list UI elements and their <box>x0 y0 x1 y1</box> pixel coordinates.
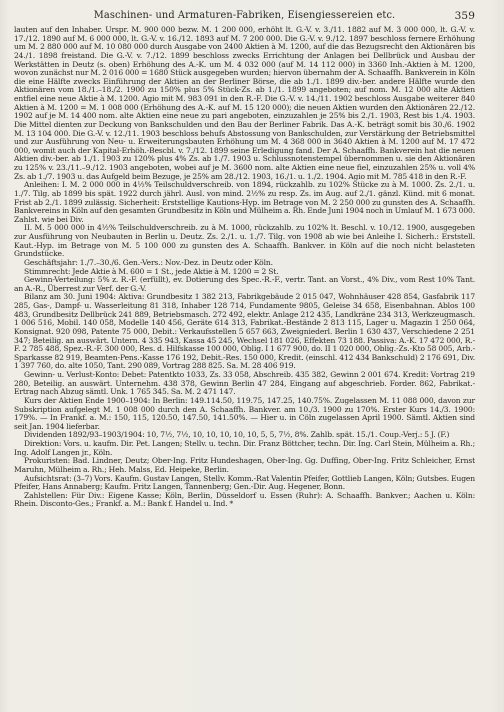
paragraph-kurs-der-aktien: Kurs der Aktien Ende 1900–1904: In Berlin: 149.114.50, 119.75, 147.25, 140.75%. Zugelassen M. 11 088 000, davon zur Subskription aufgelegt M. 1 008 000 durch den A. Schaaffh. Bankver. am 10./3. 1900 zu 170%. Erster Kurs 14./3. 1900: 179%. — In Frankf. a. M.: 150, 115, 120.50, 147.50, 141.50%. — Hier u. in Cöln zugelassen April 1900. Sämtl. Aktien sind seit Jan. 1904 lieferbar. <box>14 395 475 431</box>
paragraph-bilanz: Bilanz am 30. Juni 1904: Aktiva: Grundbesitz 1 382 213, Fabrikgebäude 2 015 047, Wohnhäuser 428 854, Gasfabrik 117 285, Gas-, Dampf- u. Wasserleitung 81 318, Inhaber 128 714, Fundamente 9805, Geleise 34 658, Eisenbahnan. Ablos 100 483, Grundbesitz Dellbrück 241 889, Betriebsmasch. 272 492, elektr. Anlage 212 435, Landkräne 234 313, Werkzeugmasch. 1 006 516, Mobil. 140 058, Modelle 140 456, Geräte 614 313, Fabrikat.-Bestände 2 813 115, Lager u. Magazin 1 250 064, Konsignat. 920 098, Patente 75 000, Debit.: Verkaufsstellen 5 657 663, Zweigniederl. Berlin 1 630 437, Verschiedene 2 251 347; Beteilig. an auswärt. Untern. 4 335 943, Kassa 45 245, Wechsel 181 026, Effekten 73 188. Passiva: A.-K. 17 472 000, R.-F. 2 785 488, Spez.-R.-F. 300 000, Res. d. Hilfskasse 100 000, Oblig. I 1 677 900, do. II 1 020 000, Oblig.-Zs.-Kto 58 005, Arb.-Sparkasse 82 919, Beamten-Pens.-Kasse 176 192, Debit.-Res. 150 000, Kredit. (einschl. 412 434 Bankschuld) 2 176 691, Div. 1 397 760, do. alte 1050, Tant. 290 089, Vortrag 288 825. Sa. M. 28 406 919. <box>14 292 475 371</box>
running-title: Maschinen- und Armaturen-Fabriken, Eisengiessereien etc. <box>93 10 396 21</box>
body-text <box>14 26 475 509</box>
paragraph-capital-history: lauten auf den Inhaber. Urspr. M. 900 000 bezw. M. 1 200 000, erhöht lt. G.-V. v. 3./11. 1882 auf M. 3 000 000, lt. G.-V. v. 17./12. 1890 auf M. 6 000 000, lt. G.-V. v. 16./12. 1893 auf M. 7 200 000. Die G.-V. v. 9./12. 1897 beschloss fernere Erhöhung um M. 2 880 000 auf M. 10 080 000 durch Ausgabe von 2400 Aktien à M. 1200, auf die das Bezugsrecht den Aktionären bis 24./1. 1898 freistand. Die G.-V. v. 7./12. 1899 beschloss zwecks Errichtung der Anlagen bei Dellbrück und Ausbau der Werkstätten in Deutz (s. oben) Erhöhung des A.-K. um M. 4 032 000 (auf M. 14 112 000) in 3360 Inh.-Aktien à M. 1200, wovon zunächst nur M. 2 016 000 = 1680 Stück ausgegeben wurden; hiervon übernahm der A. Schaaffh. Bankverein in Köln die eine Hälfte zwecks Einführung der Aktien an der Berliner Börse, die ab 1./1. 1899 div.-ber. andere Hälfte wurde den Aktionären vom 18./1.–18./2. 1900 zu 150% plus 5% Stück-Zs. ab 1./1. 1899 angeboten; auf nom. M. 12 000 alte Aktien entfiel eine neue Aktie à M. 1200. Agio mit M. 983 091 in den R.-F. Die G.-V. v. 14./11. 1902 beschloss Ausgabe weiterer 840 Aktien à M. 1200 = M. 1 008 000 (Erhöhung des A.-K. auf M. 15 120 000); die neuen Aktien wurden den Aktionären 22./12. 1902 auf je M. 14 400 nom. alte Aktien eine neue zu pari angeboten, einzuzahlen je 25% bis 2./1. 1903, Rest bis 1./4. 1903. Die Mittel dienten zur Deckung von Bankschulden und den Bau der Berliner Fabrik. Das A.-K. beträgt somit bis 30./6. 1902 M. 13 104 000. Die G.-V. v. 12./11. 1903 beschloss behufs Abstossung von Bankschulden, zur Verstärkung der Betriebsmittel und zur Ausführung von Neu- u. Erweiterungsbauten Erhöhung um M. 4 368 000 in 3640 Aktien à M. 1200 auf M. 17 472 000, womit auch der Kapital-Erhöh.-Bescbl. v. 7./12. 1899 seine Erledigung fand. Der A. Schaaffh. Bankverein hat die neuen Aktien div.-ber. ab 1./1. 1903 zu 120% plus 4% Zs. ab 1./7. 1903 u. Schlussnotenstempel übernommen u. sie den Aktionären zu 125% v. 23./11.–9./12. 1903 angeboten, wobei auf je M. 3600 nom. alte Aktien eine neue fiel, einzuzahlen 25% u. voll 4% Zs. ab 1./7. 1903 u. das Aufgeld beim Bezuge, je 25% am 28./12. 1903, 16./1. u. 1./2. 1904. Agio mit M. 785 418 in den R.-F. <box>14 25 475 181</box>
paragraph-dividenden: Dividenden 1892/93–1903/1904: 10, 7½, 7½, 10, 10, 10, 10, 10, 5, 5, 7½, 8%. Zahlb. spät. 15./1. Coup.-Verj.: 5 J. (F.) <box>24 430 450 440</box>
paragraph-stimmrecht: Stimmrecht: Jede Aktie à M. 600 = 1 St., jede Aktie à M. 1200 = 2 St. <box>24 266 279 276</box>
paragraph-anleihen-2: II. M. 5 000 000 in 4½% Teilschuldverschreib. zu à M. 1000, rückzahlb. zu 102% lt. Beschl. v. 10./12. 1900, ausgegeben zur Ausführung von Neubauten in Berlin u. Deutz. Zs. 2./1. u. 1./7. Tilg. von 1908 ab wie bei Anleihe I. Sicherh.: Erststell. Kaut.-Hyp. im Betrage von M. 5 100 000 zu gunsten des A. Schaaffh. Bankver. in Köln auf die noch nicht belasteten Grundstücke. <box>14 223 475 259</box>
paragraph-gewinn-verteilung: Gewinn-Verteilung: 5% z. R.-F. (erfüllt), ev. Dotierung des Spec.-R.-F., vertr. Tant. an Vorst., 4% Div., vom Rest 10% Tant. an A.-R., Überrest zur Verf. der G.-V. <box>14 275 475 293</box>
paragraph-direktion: Direktion: Vors. u. kaufm. Dir. Pet. Langen; Stellv. u. techn. Dir. Franz Böttcher, techn. Dir. Ing. Carl Stein, Mülheim a. Rh.; Ing. Adolf Langen jr., Köln. <box>14 439 475 457</box>
paragraph-zahlstellen: Zahlstellen: Für Div.: Eigene Kasse; Köln, Berlin, Düsseldorf u. Essen (Ruhr): A. Schaaffh. Bankver.; Aachen u. Köln: Rhein. Disconto-Ges.; Frankf. a. M.: Bank f. Handel u. Ind. * <box>14 490 475 509</box>
paragraph-gewinn-verlust-konto: Gewinn- u. Verlust-Konto: Debet: Patentkto 1033, Zs. 33 058, Abschreib. 435 382, Gewinn 2 001 674. Kredit: Vortrag 219 280, Beteilig. an auswärt. Unternehm. 438 378, Gewinn Berlin 47 284, Eingang auf abgeschrieb. Forder. 862, Fabrikat.-Ertrag nach Abzug sämtl. Unk. 1 765 345. Sa. M. 2 471 147. <box>14 370 475 397</box>
paragraph-aufsichtsrat: Aufsichtsrat: (3–7) Vors. Kaufm. Gustav Langen, Stellv. Komm.-Rat Valentin Pfeifer, Gottlieb Langen, Köln; Gutsbes. Eugen Pfeifer, Hans Annaberg; Kaufm. Fritz Langen, Tannenberg; Gen.-Dir. Aug. Hegener, Bonn. <box>14 473 475 492</box>
paragraph-geschaeftsjahr: Geschäftsjahr: 1./7.–30./6. Gen.-Vers.: Nov.-Dez. in Deutz oder Köln. <box>24 257 273 267</box>
paragraph-anleihen-1: Anleihen: I. M. 2 000 000 in 4½% Teilschuldverschreib. von 1894, rückzahlb. zu 102% Stücke zu à M. 1000. Zs. 2./1. u. 1./7. Tilg. ab 1899 bis spät. 1922 durch jährl. Ausl. von mind. 2½% zu resp. Zs. im Aug. auf 2./1. gänzl. Künd. mit 6 monat. Frist ab 2./1. 1899 zulässig. Sicherheit: Erststellige Kautions-Hyp. im Betrage von M. 2 250 000 zu gunsten des A. Schaaffh. Bankvereins in Köln auf den gesamten Grundbesitz in Köln und Mülheim a. Rh. Ende Juni 1904 noch in Umlauf M. 1 673 000. Zahlst. wie bei Div. <box>14 180 475 224</box>
page-number: 359 <box>454 10 475 22</box>
running-header <box>14 8 475 24</box>
paragraph-prokuristen: Prokuristen: Bad. Lindner, Deutz; Ober-Ing. Fritz Hundeshagen, Ober-Ing. Gg. Duffing, Ober-Ing. Fritz Schleicher, Ernst Maruhn, Mülheim a. Rh.; Heh. Malss, Ed. Heipeke, Berlin. <box>14 456 475 474</box>
